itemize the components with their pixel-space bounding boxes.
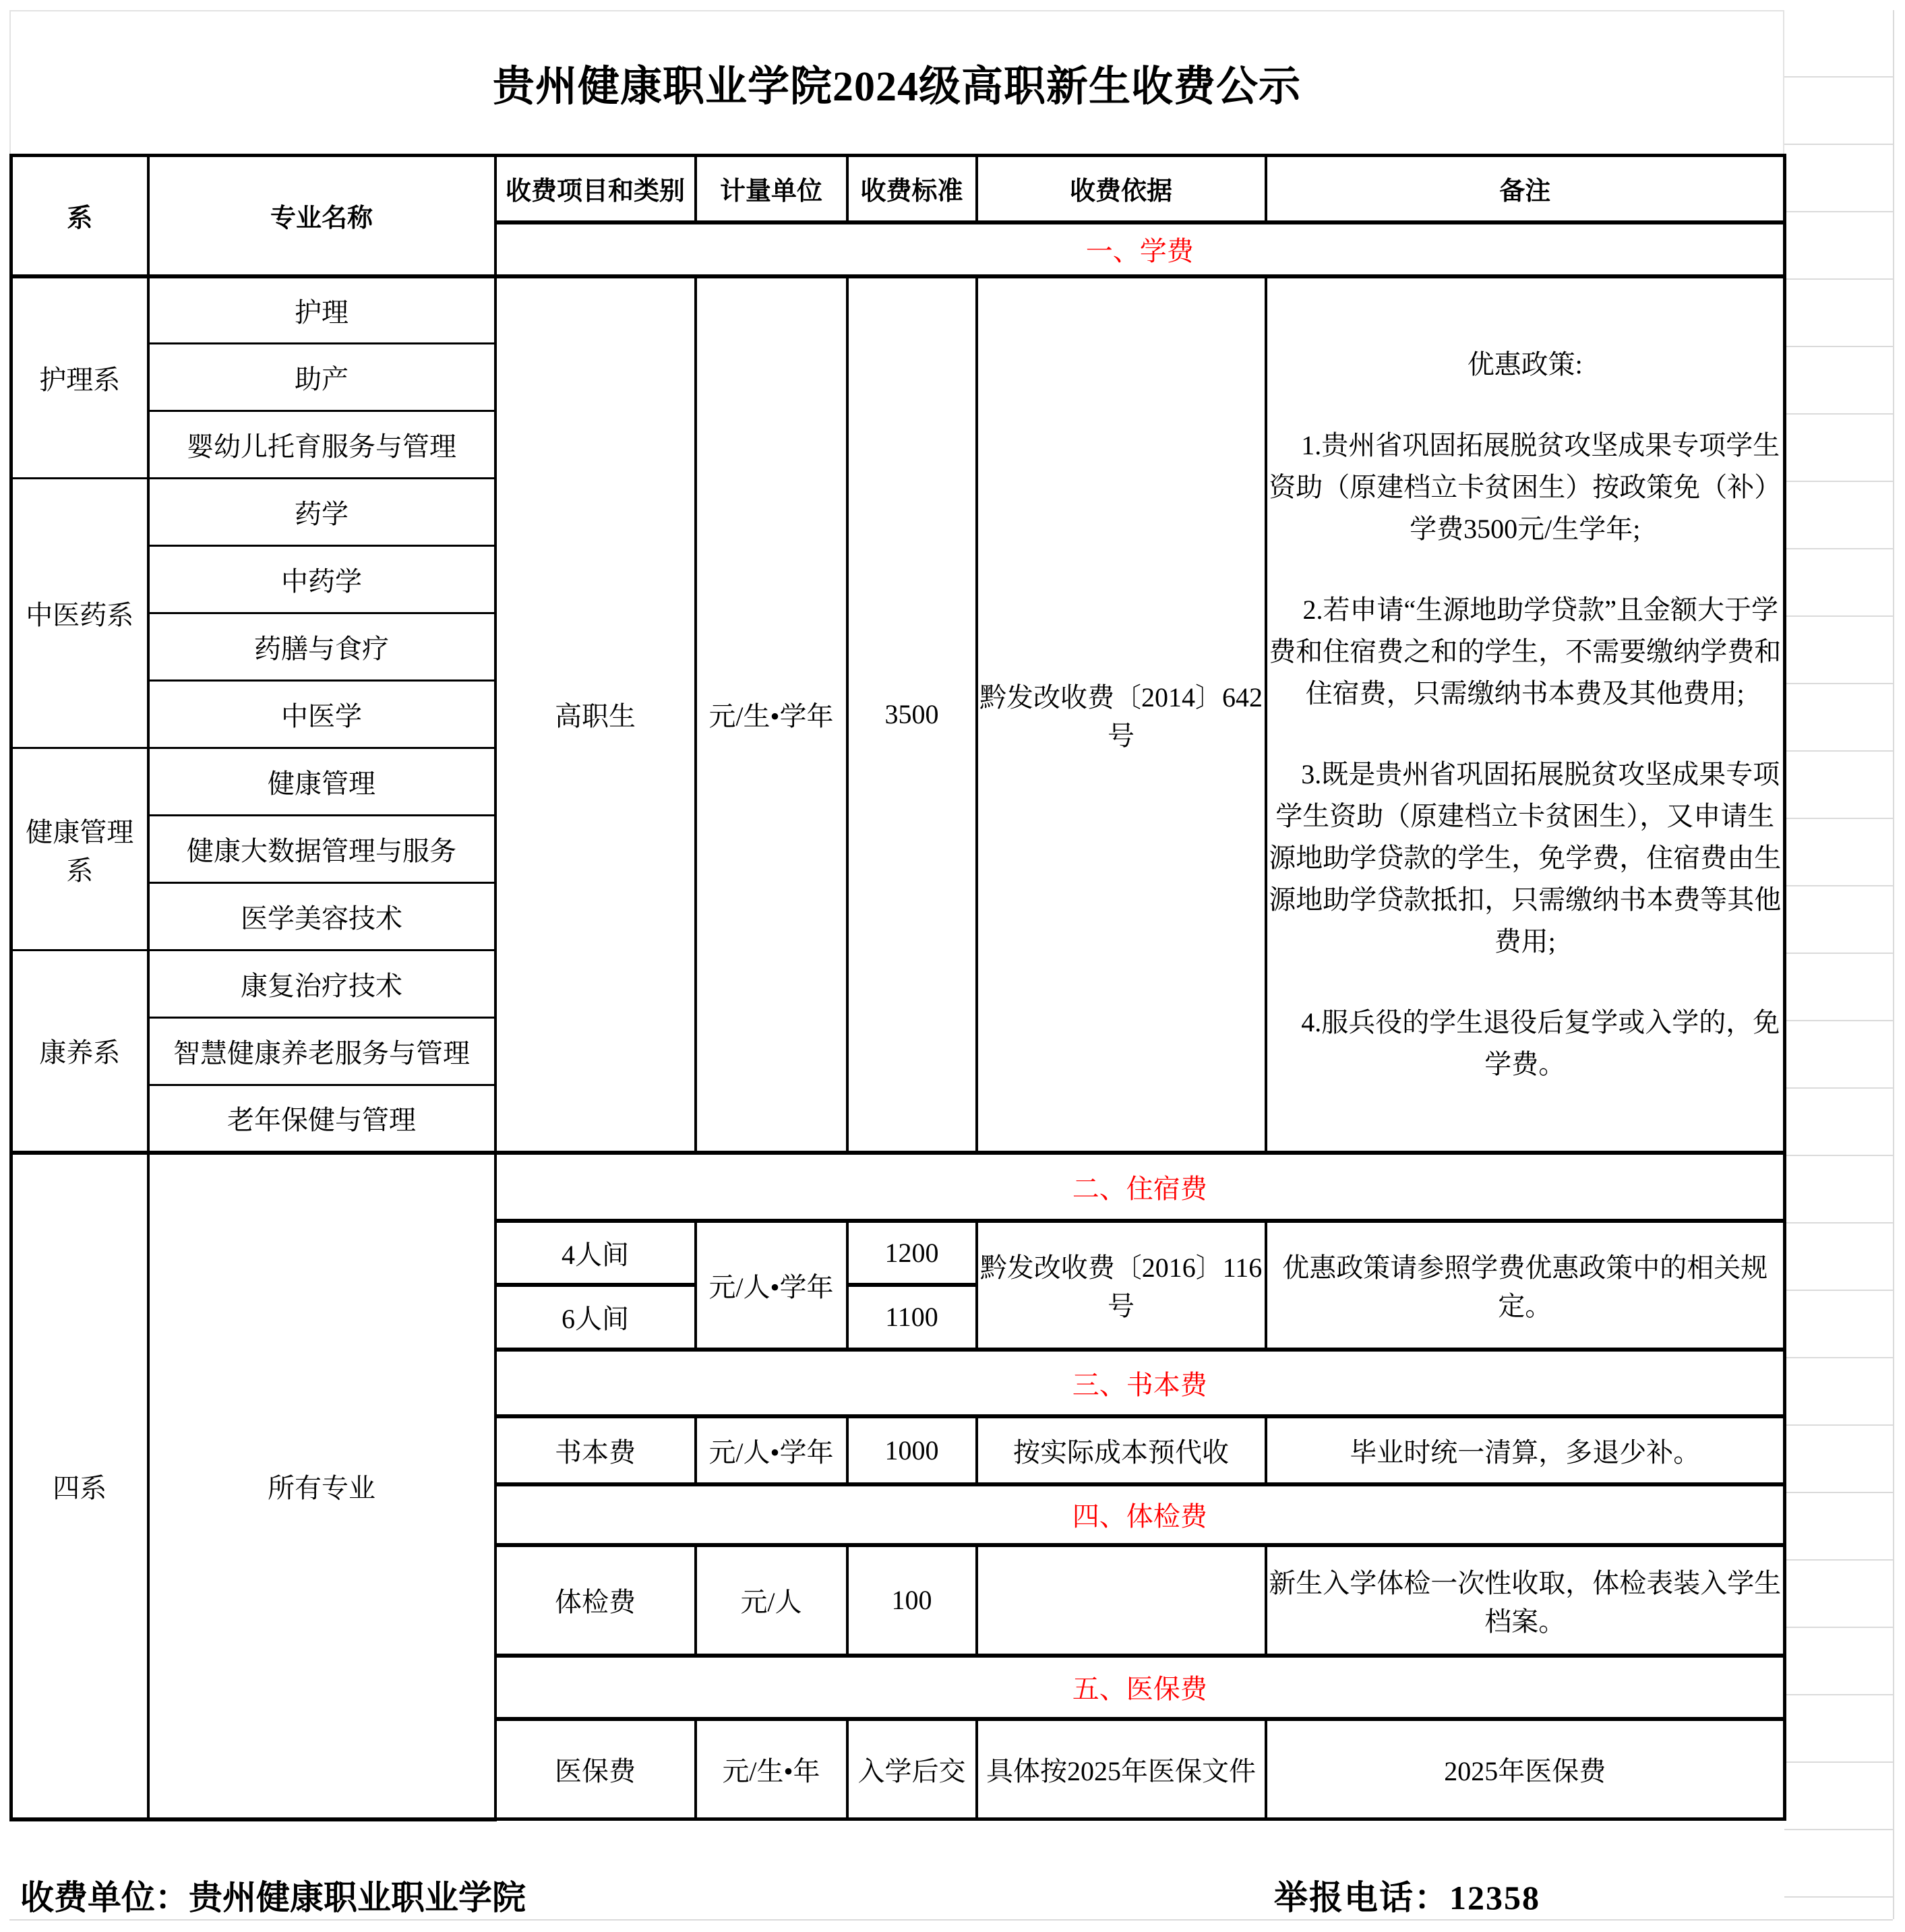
physical-item-cell: 体检费 — [495, 1545, 696, 1656]
title-block — [9, 10, 1784, 154]
col-header-item: 收费项目和类别 — [495, 156, 696, 222]
section-title-tuition: 一、学费 — [495, 222, 1785, 276]
insurance-basis-cell: 具体按2025年医保文件 — [977, 1719, 1266, 1819]
accommodation-standard-cell: 1200 — [847, 1221, 977, 1285]
physical-remark-cell: 新生入学体检一次性收取，体检表装入学生档案。 — [1266, 1545, 1785, 1656]
col-header-remark: 备注 — [1266, 156, 1785, 222]
remark-item-1: 1.贵州省巩固拓展脱贫攻坚成果专项学生资助（原建档立卡贫困生）按政策免（补）学费3500元/生学年; — [1269, 429, 1782, 544]
insurance-remark-cell: 2025年医保费 — [1266, 1719, 1785, 1819]
accommodation-item-cell: 4人间 — [495, 1221, 696, 1285]
major-cell: 护理 — [148, 276, 495, 344]
major-cell: 所有专业 — [148, 1153, 495, 1819]
books-basis-cell: 按实际成本预代收 — [977, 1416, 1266, 1484]
insurance-standard-cell: 入学后交 — [847, 1719, 977, 1819]
major-cell: 健康大数据管理与服务 — [148, 816, 495, 883]
section-title-books: 三、书本费 — [495, 1350, 1785, 1416]
books-standard-cell: 1000 — [847, 1416, 977, 1484]
accommodation-basis-cell: 黔发改收费〔2016〕116号 — [977, 1221, 1266, 1350]
spreadsheet-gridlines — [1784, 10, 1894, 1919]
dept-cell: 健康管理系 — [11, 748, 148, 950]
major-cell: 康复治疗技术 — [148, 950, 495, 1018]
col-header-dept: 系 — [11, 156, 148, 276]
books-unit-cell: 元/人•学年 — [696, 1416, 847, 1484]
tuition-standard-cell: 3500 — [847, 276, 977, 1153]
dept-cell: 中医药系 — [11, 479, 148, 748]
col-header-unit: 计量单位 — [696, 156, 847, 222]
physical-standard-cell: 100 — [847, 1545, 977, 1656]
tuition-remark-cell — [1266, 276, 1785, 1153]
tuition-basis-cell: 黔发改收费〔2014〕642号 — [977, 276, 1266, 1153]
remark-item-2: 2.若申请“生源地助学贷款”且金额大于学费和住宿费之和的学生，不需要缴纳学费和住宿费，只需缴纳书本费及其他费用; — [1269, 594, 1782, 708]
major-cell: 药膳与食疗 — [148, 613, 495, 681]
page-title: 贵州健康职业学院2024级高职新生收费公示 — [492, 64, 1301, 110]
books-remark-cell: 毕业时统一清算，多退少补。 — [1266, 1416, 1785, 1484]
remark-item-3: 3.既是贵州省巩固拓展脱贫攻坚成果专项学生资助（原建档立卡贫困生），又申请生源地助学贷款的学生，免学费，住宿费由生源地助学贷款抵扣，只需缴纳书本费等其他费用; — [1269, 758, 1782, 957]
major-cell: 中药学 — [148, 546, 495, 613]
spreadsheet-bottom-gridline — [9, 1919, 1893, 1921]
books-item-cell: 书本费 — [495, 1416, 696, 1484]
dept-cell: 康养系 — [11, 950, 148, 1153]
major-cell: 中医学 — [148, 681, 495, 748]
dept-cell: 护理系 — [11, 276, 148, 479]
major-cell: 助产 — [148, 344, 495, 411]
remark-item-4: 4.服兵役的学生退役后复学或入学的，免学费。 — [1301, 1006, 1780, 1079]
section-title-accommodation: 二、住宿费 — [495, 1153, 1785, 1221]
fee-table — [9, 154, 1786, 1821]
col-header-major: 专业名称 — [148, 156, 495, 276]
accommodation-remark-cell: 优惠政策请参照学费优惠政策中的相关规定。 — [1266, 1221, 1785, 1350]
section-title-physical: 四、体检费 — [495, 1484, 1785, 1545]
accommodation-unit-cell: 元/人•学年 — [696, 1221, 847, 1350]
physical-basis-cell — [977, 1545, 1266, 1656]
charging-unit-label: 收费单位：贵州健康职业职业学院 — [20, 1879, 526, 1916]
section-title-insurance: 五、医保费 — [495, 1656, 1785, 1719]
footer — [9, 1863, 1893, 1919]
accommodation-item-cell: 6人间 — [495, 1285, 696, 1350]
major-cell: 婴幼儿托育服务与管理 — [148, 411, 495, 479]
major-cell: 医学美容技术 — [148, 883, 495, 950]
major-cell: 药学 — [148, 479, 495, 546]
major-cell: 健康管理 — [148, 748, 495, 816]
tuition-unit-cell: 元/生•学年 — [696, 276, 847, 1153]
insurance-item-cell: 医保费 — [495, 1719, 696, 1819]
dept-cell: 四系 — [11, 1153, 148, 1819]
accommodation-standard-cell: 1100 — [847, 1285, 977, 1350]
major-cell: 老年保健与管理 — [148, 1085, 495, 1153]
physical-unit-cell: 元/人 — [696, 1545, 847, 1656]
col-header-basis: 收费依据 — [977, 156, 1266, 222]
major-cell: 智慧健康养老服务与管理 — [148, 1018, 495, 1085]
report-phone-label: 举报电话：12358 — [1274, 1879, 1540, 1916]
remark-title: 优惠政策: — [1467, 349, 1583, 380]
insurance-unit-cell: 元/生•年 — [696, 1719, 847, 1819]
col-header-standard: 收费标准 — [847, 156, 977, 222]
tuition-item-cell: 高职生 — [495, 276, 696, 1153]
